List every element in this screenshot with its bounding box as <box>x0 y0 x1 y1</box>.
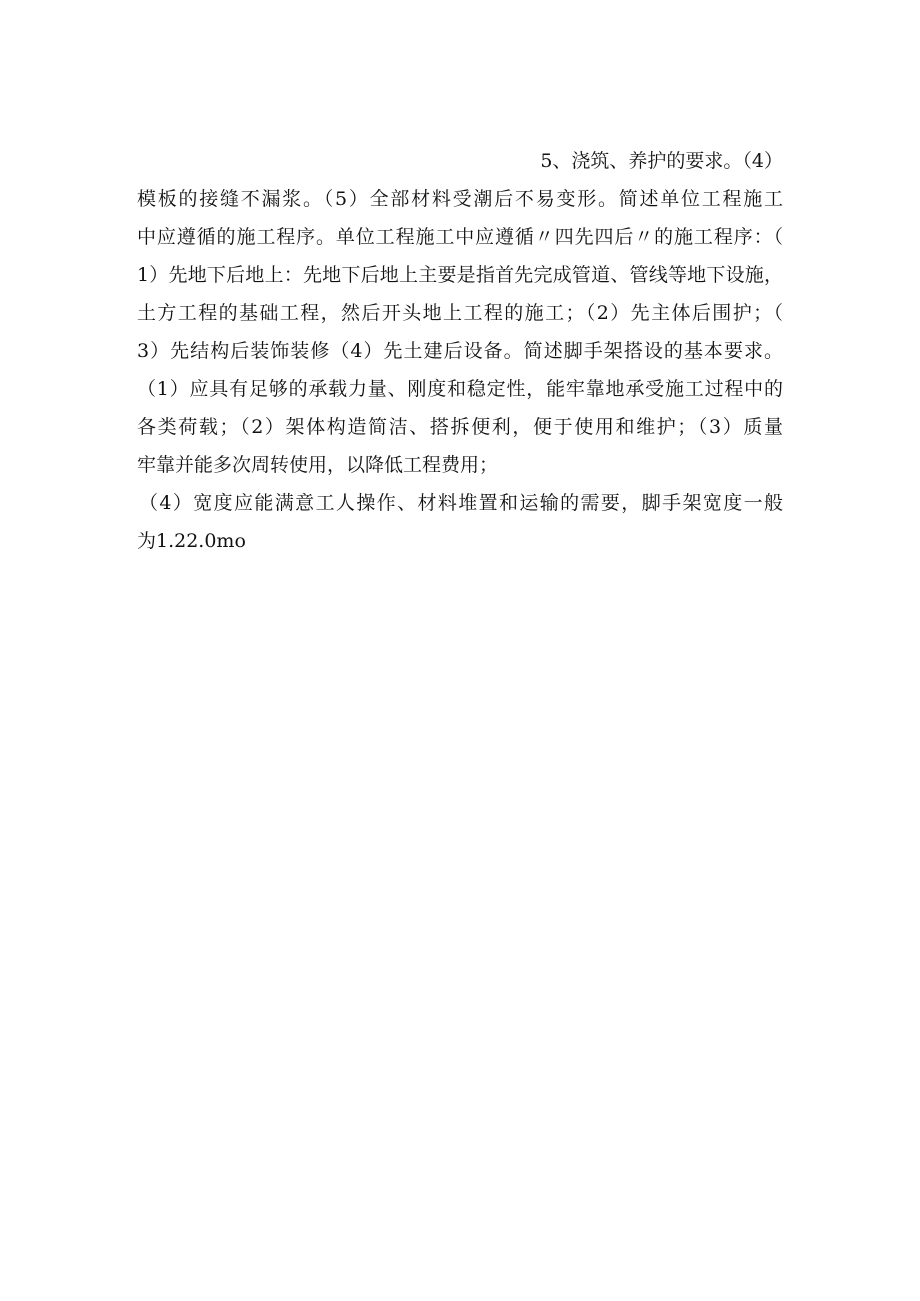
text-line: 土方工程的基础工程，然后开头地上工程的施工；（2）先主体后围护；（ <box>137 302 783 324</box>
text-line: 中应遵循的施工程序。单位工程施工中应遵循〃四先四后〃的施工程序：（ <box>137 226 783 248</box>
text-line: 各类荷载；（2）架体构造简洁、搭拆便利，便于使用和维护；（3）质量 <box>137 416 783 438</box>
text-line: 牢靠并能多次周转使用，以降低工程费用； <box>137 454 499 476</box>
text-line: 模板的接缝不漏浆。（5）全部材料受潮后不易变形。简述单位工程施工 <box>137 188 783 210</box>
document-body <box>137 142 783 560</box>
text-line: （4）宽度应能满意工人操作、材料堆置和运输的需要，脚手架宽度一般 <box>139 492 783 514</box>
text-line: （1）应具有足够的承载力量、刚度和稳定性，能牢靠地承受施工过程中的 <box>137 378 783 400</box>
text-line: 1）先地下后地上：先地下后地上主要是指首先完成管道、管线等地下设施， <box>137 264 783 286</box>
text-line: 5、浇筑、养护的要求。（4） <box>540 150 783 172</box>
text-line: 3）先结构后装饰装修（4）先土建后设备。简述脚手架搭设的基本要求。 <box>137 340 783 362</box>
text-line: 为1.22.0mo <box>137 530 246 552</box>
